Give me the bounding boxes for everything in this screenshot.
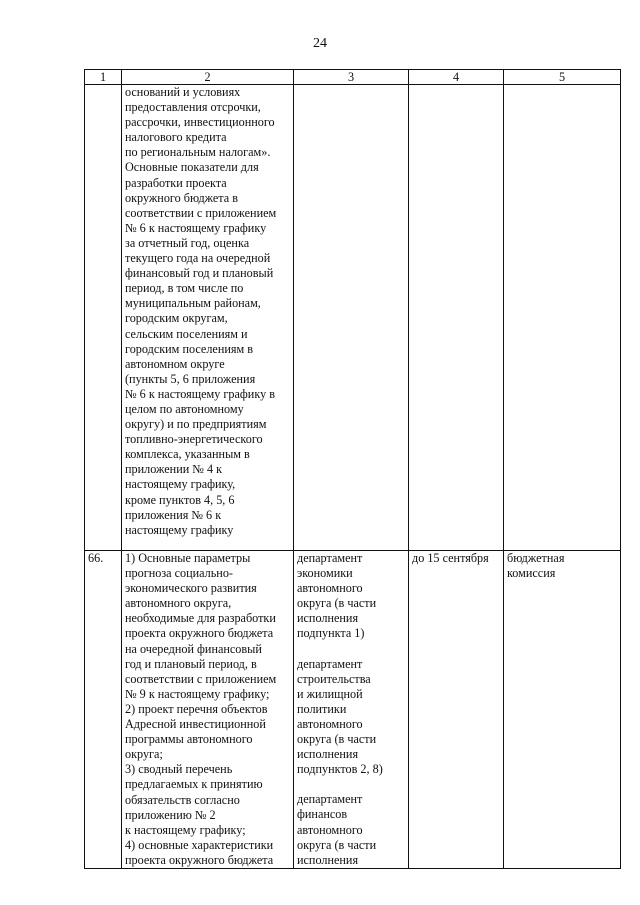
row-deadline: [409, 85, 504, 551]
reviewer-text: бюджетная комиссия: [507, 551, 565, 581]
header-col-4: 4: [409, 70, 504, 85]
row-number: [85, 85, 122, 551]
responsible-finance: департамент финансов автономного округа (в части исполнения: [297, 792, 377, 867]
row-description: [122, 85, 294, 551]
row-reviewer: [504, 85, 621, 551]
deadline-text: до 15 сентября: [412, 551, 489, 565]
header-col-1: 1: [85, 70, 122, 85]
row-description-text: оснований и условиях предоставления отсрочки, рассрочки, инвестиционного налогового кредита по региональным налогам». Основные показатели для разработки проекта окружного бюджета в соответствии с приложением № 6 к настоящему графику за отчетный год, оценка текущего года на очередной финансовый год и плановый период, в том числе по муниципальным районам, городским округам, сельским поселениям и городским поселениям в автономном округе (пункты 5, 6 приложения № 6 к настоящему графику в целом по автономному округу) и по предприятиям топливно-энергетического комплекса, указанным в приложении № 4 к настоящему графику, кроме пунктов 4, 5, 6 приложения № 6 к настоящему графику: [125, 85, 277, 537]
row-responsible: [294, 85, 409, 551]
page-number: 24: [313, 36, 327, 51]
row-description-text: 1) Основные параметры прогноза социально- экономического развития автономного округа, необходимые для разработки проекта окружного бюджета на очередной финансовый год и плановый период, в соответствии с приложением № 9 к настоящему графику; 2) проект перечня объектов Адресной инвестиционной программы автономного округа; 3) сводный перечень предлагаемых к принятию обязательств согласно приложению № 2 к настоящему графику; 4) основные характеристики проекта окружного бюджета: [125, 551, 277, 867]
row-description: [122, 551, 294, 869]
table-row-continued: [85, 85, 621, 551]
row-reviewer: [504, 551, 621, 869]
schedule-table: [84, 69, 621, 869]
table-header-row: [85, 70, 621, 85]
responsible-construction: департамент строительства и жилищной политики автономного округа (в части исполнения подпунктов 2, 8): [297, 656, 383, 777]
header-col-3: 3: [294, 70, 409, 85]
header-col-5: 5: [504, 70, 621, 85]
table-row-66: [85, 551, 621, 869]
row-responsible: [294, 551, 409, 869]
responsible-economics: департамент экономики автономного округа (в части исполнения подпункта 1): [297, 551, 377, 641]
row-number: 66.: [85, 551, 122, 869]
header-col-2: 2: [122, 70, 294, 85]
row-deadline: [409, 551, 504, 869]
